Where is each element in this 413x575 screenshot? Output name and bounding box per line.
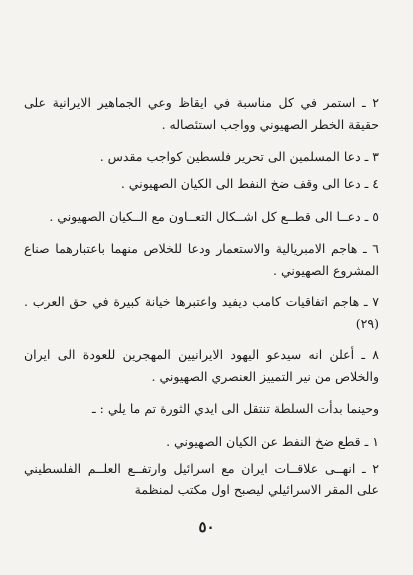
- list-item: ٣ ـ دعا المسلمين الى تحرير فلسطين كواجب مقدس .: [99, 149, 379, 165]
- list-item: ٢ ـ انهــى علاقــات ايران مع اسرائيل وارتفــع العلــم الفلسطيني على المقر الاسرائيلي ليصبح اول مكتب لمنظمة: [24, 460, 379, 498]
- list-item: ٤ ـ دعا الى وقف ضخ النفط الى الكيان الصهيوني .: [120, 175, 379, 191]
- list-item: ٥ ـ دعــا الى قطــع كل اشــكال التعــاون مع الــكيان الصهيوني .: [49, 209, 379, 225]
- body-text: [24, 92, 379, 501]
- list-item: ٧ ـ هاجم اتفاقيات كامب ديفيد واعتبرها خيانة كبيرة في حق العرب . (٢٩): [24, 294, 379, 331]
- page-number: ٥٠: [198, 518, 215, 536]
- list-item: ٦ ـ هاجم الامبريالية والاستعمار ودعا للخلاص منهما باعتبارهما صناع المشروع الصهيوني .: [24, 240, 379, 278]
- list-item: ١ ـ قطع ضخ النفط عن الكيان الصهيوني .: [166, 434, 379, 450]
- list-item: ٨ ـ أعلن انه سيدعو اليهود الايرانيين المهجرين للعودة الى ايران والخلاص من نير التمييز العنصري الصهيوني .: [24, 347, 379, 384]
- intro-sentence: وحينما بدأت السلطة تنتقل الى ايدي الثورة تم ما يلي : ـ: [92, 400, 379, 416]
- list-item: ٢ ـ استمر في كل مناسبة في ايقاظ وعي الجماهير الايرانية على حقيقة الخطر الصهيوني وواجب استئصاله .: [24, 95, 379, 132]
